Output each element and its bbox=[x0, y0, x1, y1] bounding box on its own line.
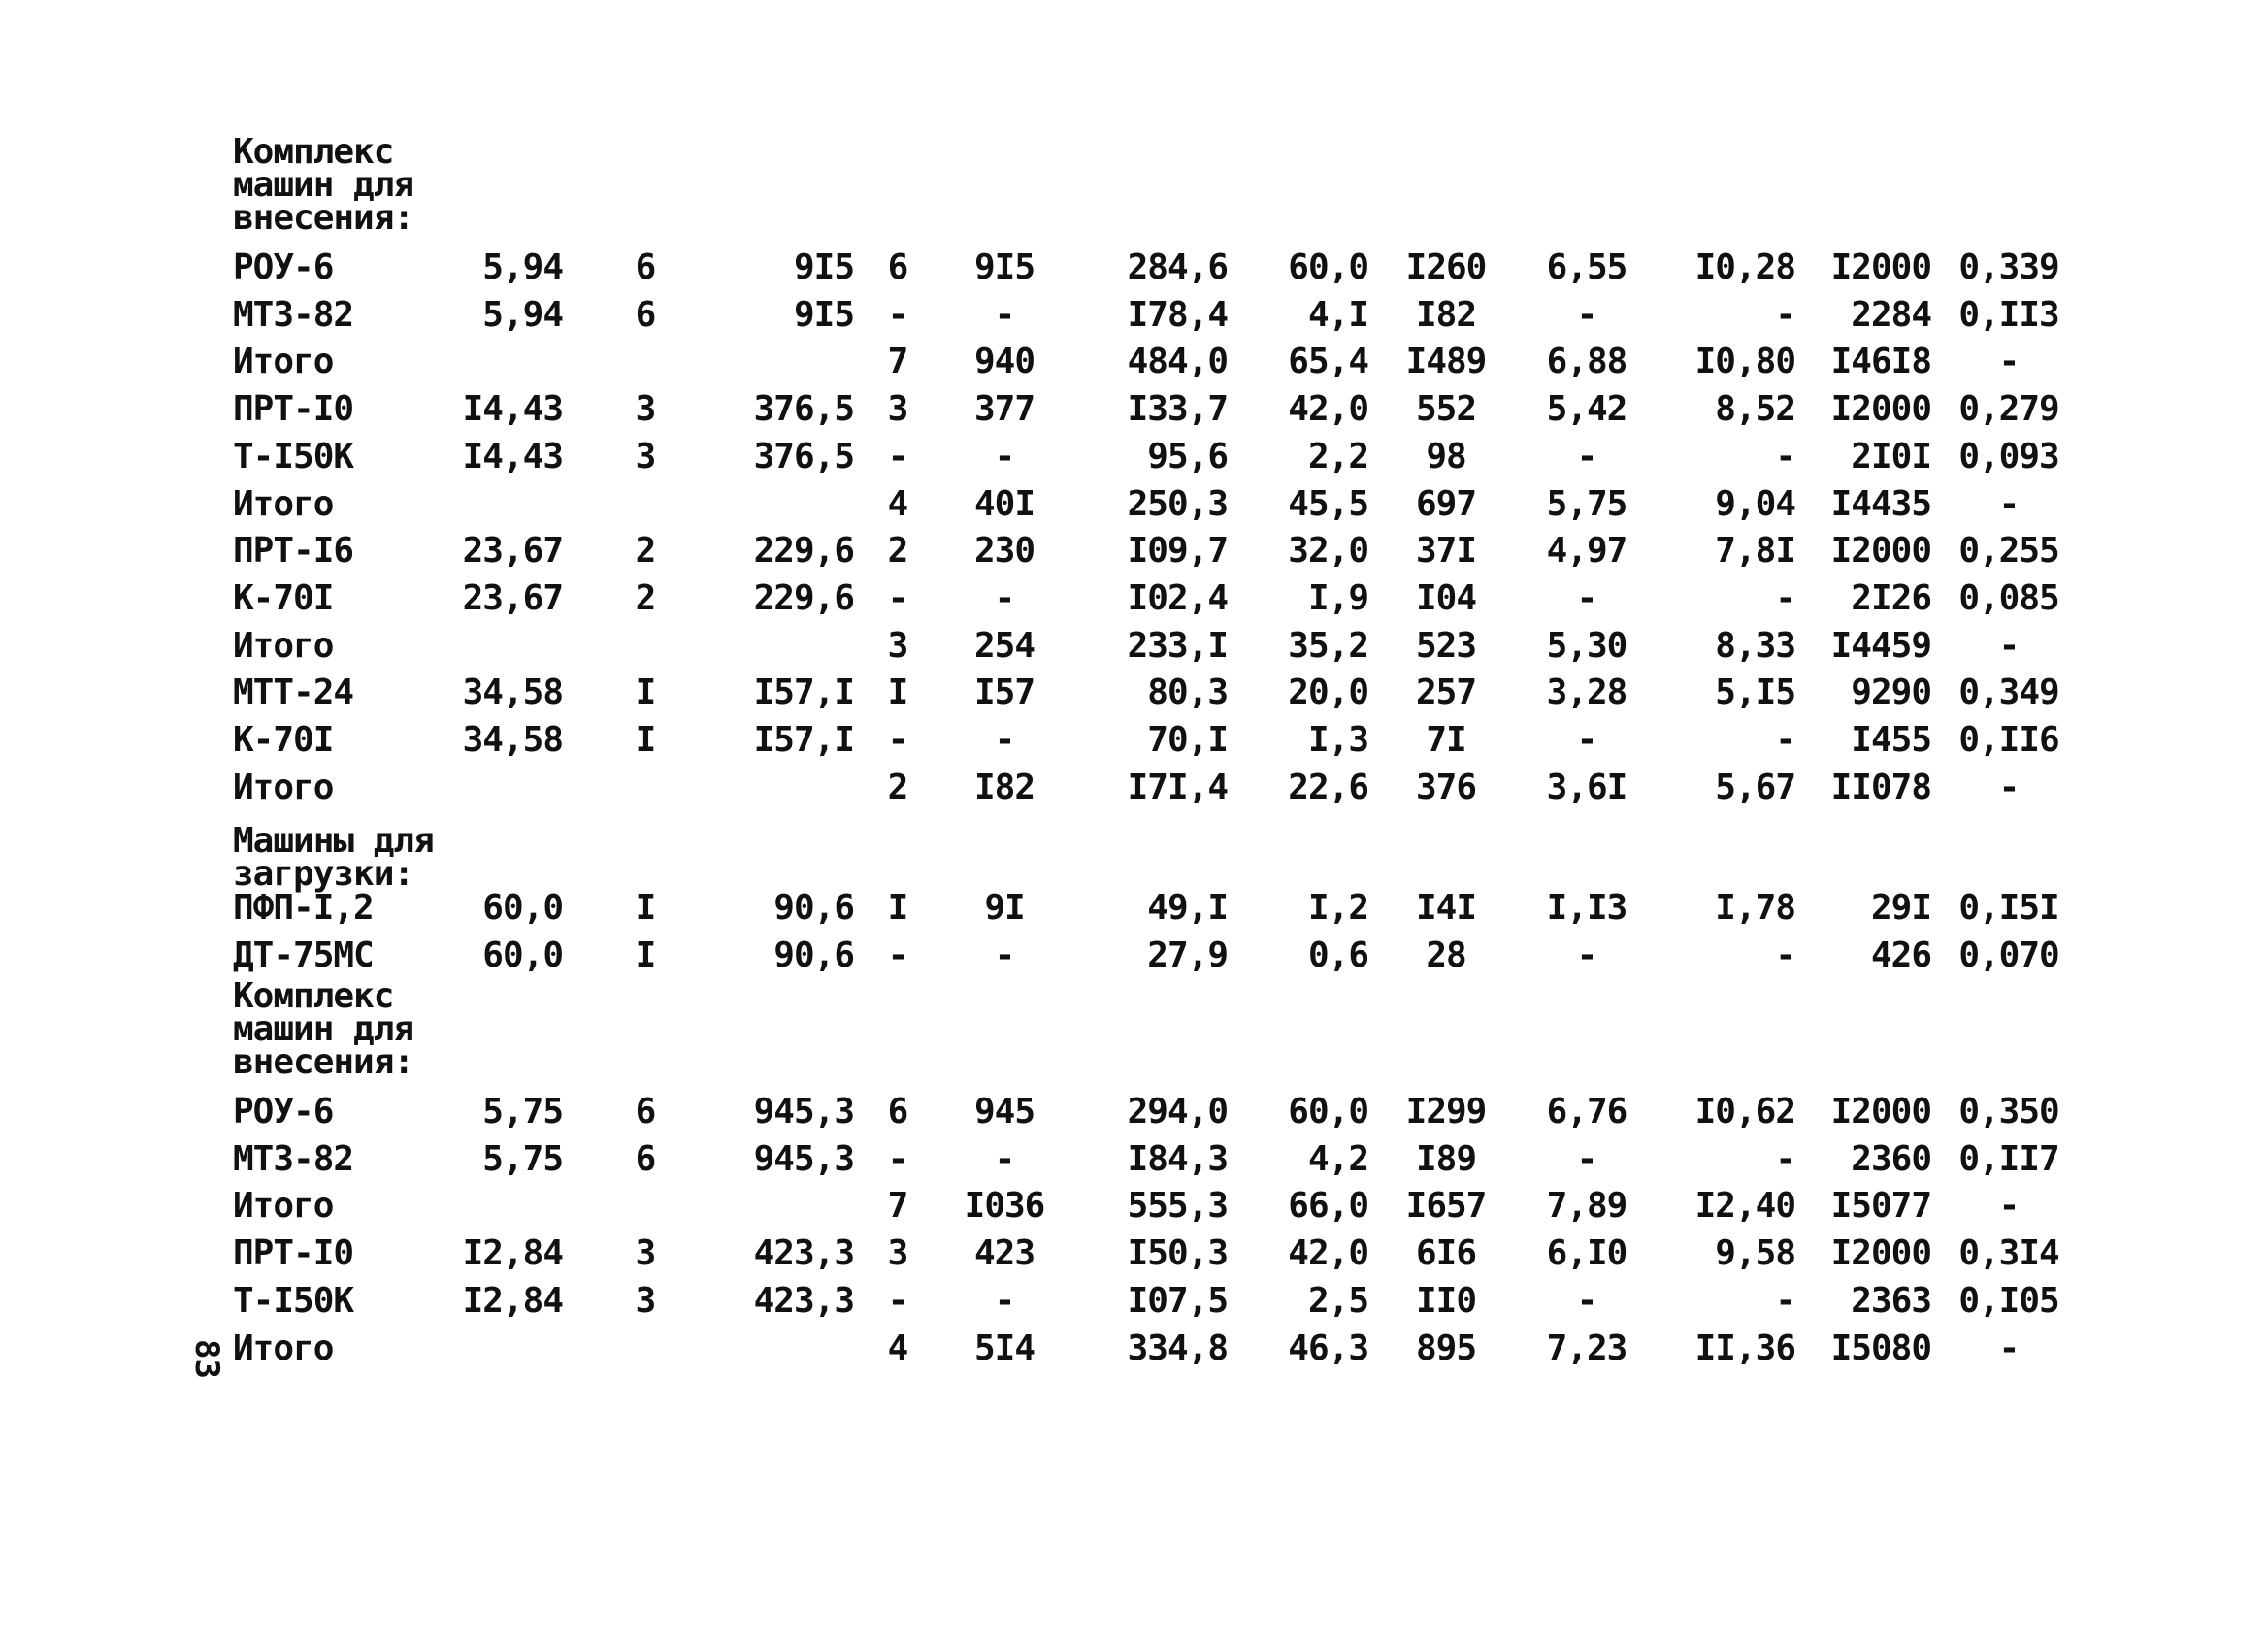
table-cell: I57,I bbox=[753, 672, 854, 713]
row-label: ДТ-75МС bbox=[233, 934, 374, 975]
table-cell: 20,0 bbox=[1288, 672, 1368, 713]
table-cell: 29I bbox=[1870, 888, 1931, 928]
section-heading: Комплекс машин для внесения: bbox=[233, 132, 414, 238]
table-cell: 945 bbox=[973, 1092, 1035, 1131]
table-cell: 7,8I bbox=[1715, 531, 1795, 572]
table-cell: 484,0 bbox=[1127, 342, 1228, 382]
table-cell: I5077 bbox=[1830, 1186, 1931, 1227]
table-cell bbox=[708, 339, 854, 385]
table-cell: 23,67 bbox=[462, 577, 563, 618]
table-cell: 9I5 bbox=[793, 247, 854, 287]
table-cell: - bbox=[1775, 436, 1795, 476]
table-cell: I2000 bbox=[1830, 389, 1931, 430]
table-cell: 0,II3 bbox=[1958, 294, 2059, 335]
row-label: Т-I50К bbox=[233, 436, 354, 476]
table-cell: 23,67 bbox=[462, 531, 563, 572]
table-cell: 426 bbox=[1870, 934, 1931, 975]
table-cell: 0,070 bbox=[1958, 934, 2059, 975]
table-cell: 2363 bbox=[1851, 1280, 1931, 1321]
table-cell: 334,8 bbox=[1127, 1328, 1228, 1368]
row-label: РОУ-6 bbox=[233, 247, 334, 287]
table-row bbox=[0, 386, 2268, 433]
total-row bbox=[0, 1326, 2268, 1372]
table-cell: - bbox=[1775, 294, 1795, 335]
table-cell: - bbox=[1998, 1328, 2020, 1368]
total-row bbox=[0, 765, 2268, 811]
table-cell: 98 bbox=[1426, 436, 1466, 476]
row-label: Т-I50К bbox=[233, 1280, 354, 1321]
table-cell: I09,7 bbox=[1127, 531, 1228, 572]
table-cell: I bbox=[635, 720, 656, 760]
table-cell: 552 bbox=[1415, 389, 1477, 430]
row-label: Итого bbox=[233, 342, 334, 382]
table-cell: 254 bbox=[973, 625, 1035, 666]
table-cell: I,9 bbox=[1307, 577, 1368, 618]
row-label: ПРТ-I0 bbox=[233, 1233, 354, 1274]
table-row bbox=[0, 717, 2268, 764]
table-cell: - bbox=[994, 720, 1015, 760]
table-cell: II,36 bbox=[1694, 1328, 1795, 1368]
table-cell: 4 bbox=[887, 1328, 908, 1368]
table-cell: 5I4 bbox=[973, 1328, 1035, 1368]
table-cell bbox=[417, 339, 563, 385]
table-cell: 49,I bbox=[1147, 888, 1228, 928]
table-cell: - bbox=[1998, 483, 2020, 524]
row-label: МТЗ-82 bbox=[233, 294, 354, 335]
page-number: 83 bbox=[187, 1339, 226, 1379]
table-cell: 3,28 bbox=[1546, 672, 1627, 713]
table-cell: - bbox=[887, 294, 908, 335]
table-cell: 0,349 bbox=[1958, 672, 2059, 713]
table-cell: I657 bbox=[1405, 1186, 1487, 1227]
table-cell: - bbox=[994, 577, 1015, 618]
table-cell: - bbox=[1998, 342, 2020, 382]
table-cell: 4 bbox=[887, 483, 908, 524]
table-cell: 2 bbox=[887, 767, 908, 807]
table-cell: 294,0 bbox=[1127, 1092, 1228, 1131]
table-cell: 3 bbox=[635, 1280, 656, 1321]
table-cell: 6 bbox=[887, 247, 908, 287]
table-row bbox=[0, 528, 2268, 574]
table-cell: - bbox=[994, 1138, 1015, 1179]
table-cell: 9I5 bbox=[793, 294, 854, 335]
table-cell: I57,I bbox=[753, 720, 854, 760]
table-cell: 376 bbox=[1415, 767, 1477, 807]
table-cell: 34,58 bbox=[462, 672, 563, 713]
table-cell: II078 bbox=[1830, 767, 1931, 807]
table-cell: 6,88 bbox=[1546, 342, 1627, 382]
table-cell bbox=[708, 481, 854, 528]
table-cell bbox=[621, 481, 670, 528]
table-cell: I5080 bbox=[1830, 1328, 1931, 1368]
table-row bbox=[0, 245, 2268, 291]
table-cell: 7 bbox=[887, 1186, 908, 1227]
table-cell: 3 bbox=[887, 625, 908, 666]
table-cell: 229,6 bbox=[753, 531, 854, 572]
table-cell: - bbox=[1775, 1138, 1795, 1179]
table-cell: I57 bbox=[973, 672, 1035, 713]
table-cell: I455 bbox=[1851, 720, 1931, 760]
table-cell: 60,0 bbox=[482, 934, 563, 975]
table-cell: 5,94 bbox=[482, 247, 563, 287]
table-cell: 95,6 bbox=[1147, 436, 1228, 476]
table-cell: 377 bbox=[973, 389, 1035, 430]
table-cell: 22,6 bbox=[1288, 767, 1368, 807]
table-cell: I2000 bbox=[1830, 531, 1931, 572]
table-cell: 8,33 bbox=[1715, 625, 1795, 666]
table-cell bbox=[621, 339, 670, 385]
table-cell: I82 bbox=[973, 767, 1035, 807]
table-cell: 423,3 bbox=[753, 1233, 854, 1274]
table-cell: 60,0 bbox=[482, 888, 563, 928]
table-cell: I4459 bbox=[1830, 625, 1931, 666]
table-row bbox=[0, 933, 2268, 979]
table-row bbox=[0, 1230, 2268, 1277]
row-label: МТЗ-82 bbox=[233, 1138, 354, 1179]
table-cell: 2 bbox=[887, 531, 908, 572]
table-cell: I260 bbox=[1405, 247, 1487, 287]
table-cell: 2I26 bbox=[1851, 577, 1931, 618]
section-heading: Комплекс машин для внесения: bbox=[233, 976, 414, 1082]
table-cell: - bbox=[1576, 1138, 1597, 1179]
table-cell: 7I bbox=[1426, 720, 1466, 760]
table-cell: I489 bbox=[1405, 342, 1487, 382]
table-cell: I bbox=[887, 672, 908, 713]
total-row bbox=[0, 623, 2268, 670]
table-cell: I bbox=[887, 888, 908, 928]
table-cell: I0,62 bbox=[1694, 1092, 1795, 1131]
table-cell bbox=[708, 1326, 854, 1372]
table-cell: 9I5 bbox=[973, 247, 1035, 287]
table-cell: 6I6 bbox=[1415, 1233, 1477, 1274]
table-cell: 6,76 bbox=[1546, 1092, 1627, 1131]
table-cell: I,2 bbox=[1307, 888, 1368, 928]
section-heading: Машины для загрузки: bbox=[233, 821, 434, 894]
table-cell: 2284 bbox=[1851, 294, 1931, 335]
table-cell: 37I bbox=[1415, 531, 1477, 572]
table-row bbox=[0, 1089, 2268, 1135]
table-cell: 2,5 bbox=[1307, 1280, 1368, 1321]
table-row bbox=[0, 434, 2268, 480]
table-cell: 9290 bbox=[1851, 672, 1931, 713]
table-cell: 0,I05 bbox=[1958, 1280, 2059, 1321]
total-row bbox=[0, 481, 2268, 528]
table-cell: 4,2 bbox=[1307, 1138, 1368, 1179]
row-label: Итого bbox=[233, 767, 334, 807]
total-row bbox=[0, 1183, 2268, 1229]
table-cell: - bbox=[887, 720, 908, 760]
table-cell bbox=[621, 765, 670, 811]
table-cell: - bbox=[1576, 294, 1597, 335]
table-cell: - bbox=[1775, 720, 1795, 760]
table-cell: 7,23 bbox=[1546, 1328, 1627, 1368]
table-cell: I89 bbox=[1415, 1138, 1477, 1179]
table-cell: 0,6 bbox=[1307, 934, 1368, 975]
table-row bbox=[0, 292, 2268, 339]
table-cell: 523 bbox=[1415, 625, 1477, 666]
table-cell bbox=[708, 1183, 854, 1229]
table-cell: - bbox=[1576, 934, 1597, 975]
table-cell: 945,3 bbox=[753, 1138, 854, 1179]
table-cell: 0,II6 bbox=[1958, 720, 2059, 760]
table-cell: 27,9 bbox=[1147, 934, 1228, 975]
table-cell: 40I bbox=[973, 483, 1035, 524]
table-row bbox=[0, 575, 2268, 622]
row-label: ПРТ-I6 bbox=[233, 531, 354, 572]
table-cell: 0,350 bbox=[1958, 1092, 2059, 1131]
table-cell: - bbox=[1775, 1280, 1795, 1321]
row-label: Итого bbox=[233, 1328, 334, 1368]
table-cell: 0,II7 bbox=[1958, 1138, 2059, 1179]
table-cell: 2 bbox=[635, 577, 656, 618]
table-row bbox=[0, 670, 2268, 716]
table-cell: I bbox=[635, 934, 656, 975]
table-cell: 46,3 bbox=[1288, 1328, 1368, 1368]
row-label: Итого bbox=[233, 483, 334, 524]
table-cell: - bbox=[994, 294, 1015, 335]
table-cell: 42,0 bbox=[1288, 1233, 1368, 1274]
table-cell: I07,5 bbox=[1127, 1280, 1228, 1321]
table-cell bbox=[621, 1183, 670, 1229]
table-cell: I bbox=[635, 672, 656, 713]
table-cell: I299 bbox=[1405, 1092, 1487, 1131]
table-cell: I2,84 bbox=[462, 1280, 563, 1321]
table-cell: 6 bbox=[635, 1092, 656, 1131]
table-cell: - bbox=[1998, 767, 2020, 807]
table-cell: 60,0 bbox=[1288, 247, 1368, 287]
table-row bbox=[0, 1278, 2268, 1325]
table-cell: 42,0 bbox=[1288, 389, 1368, 430]
table-cell: 3 bbox=[635, 1233, 656, 1274]
table-cell: 90,6 bbox=[773, 934, 854, 975]
table-cell: 230 bbox=[973, 531, 1035, 572]
table-cell: - bbox=[1576, 1280, 1597, 1321]
table-cell: 65,4 bbox=[1288, 342, 1368, 382]
table-cell: I036 bbox=[964, 1186, 1045, 1227]
table-cell: 4,97 bbox=[1546, 531, 1627, 572]
table-cell: 5,75 bbox=[482, 1092, 563, 1131]
row-label: К-70I bbox=[233, 720, 334, 760]
table-cell bbox=[417, 623, 563, 670]
table-cell: - bbox=[887, 934, 908, 975]
table-cell: 284,6 bbox=[1127, 247, 1228, 287]
table-cell: 2360 bbox=[1851, 1138, 1931, 1179]
table-cell: 3 bbox=[635, 389, 656, 430]
table-row bbox=[0, 885, 2268, 932]
table-cell: I33,7 bbox=[1127, 389, 1228, 430]
table-cell: 2 bbox=[635, 531, 656, 572]
table-cell: 697 bbox=[1415, 483, 1477, 524]
table-cell: I2000 bbox=[1830, 247, 1931, 287]
total-row bbox=[0, 339, 2268, 385]
table-cell: 9I bbox=[984, 888, 1025, 928]
table-cell: I bbox=[635, 888, 656, 928]
table-cell: 250,3 bbox=[1127, 483, 1228, 524]
table-cell: 3,6I bbox=[1546, 767, 1627, 807]
table-cell: 32,0 bbox=[1288, 531, 1368, 572]
table-cell: I2,40 bbox=[1694, 1186, 1795, 1227]
table-cell: 423,3 bbox=[753, 1280, 854, 1321]
table-cell: 0,085 bbox=[1958, 577, 2059, 618]
row-label: ПРТ-I0 bbox=[233, 389, 354, 430]
table-cell: I4I bbox=[1415, 888, 1477, 928]
row-label: Итого bbox=[233, 625, 334, 666]
table-cell: - bbox=[887, 436, 908, 476]
table-cell: I2000 bbox=[1830, 1233, 1931, 1274]
table-cell: - bbox=[887, 577, 908, 618]
table-cell: I84,3 bbox=[1127, 1138, 1228, 1179]
table-cell: I2,84 bbox=[462, 1233, 563, 1274]
table-cell: I02,4 bbox=[1127, 577, 1228, 618]
table-cell: 6 bbox=[635, 247, 656, 287]
table-cell: I7I,4 bbox=[1127, 767, 1228, 807]
table-cell bbox=[708, 765, 854, 811]
table-cell: - bbox=[1775, 577, 1795, 618]
table-cell: - bbox=[994, 934, 1015, 975]
table-cell: 2I0I bbox=[1851, 436, 1931, 476]
table-cell: 66,0 bbox=[1288, 1186, 1368, 1227]
table-cell: 257 bbox=[1415, 672, 1477, 713]
table-cell: 5,67 bbox=[1715, 767, 1795, 807]
table-cell: 80,3 bbox=[1147, 672, 1228, 713]
table-cell: - bbox=[887, 1138, 908, 1179]
table-cell: - bbox=[994, 436, 1015, 476]
table-cell: II0 bbox=[1415, 1280, 1477, 1321]
table-cell: 0,3I4 bbox=[1958, 1233, 2059, 1274]
table-cell: 6,55 bbox=[1546, 247, 1627, 287]
table-cell: 0,I5I bbox=[1958, 888, 2059, 928]
table-cell: I46I8 bbox=[1830, 342, 1931, 382]
table-cell: 2,2 bbox=[1307, 436, 1368, 476]
table-cell: 7,89 bbox=[1546, 1186, 1627, 1227]
table-cell: 5,94 bbox=[482, 294, 563, 335]
table-cell: 70,I bbox=[1147, 720, 1228, 760]
table-cell: 60,0 bbox=[1288, 1092, 1368, 1131]
table-cell: I2000 bbox=[1830, 1092, 1931, 1131]
table-cell: I0,28 bbox=[1694, 247, 1795, 287]
table-cell: 0,339 bbox=[1958, 247, 2059, 287]
row-label: Итого bbox=[233, 1186, 334, 1227]
table-cell: 376,5 bbox=[753, 436, 854, 476]
table-cell bbox=[417, 1183, 563, 1229]
table-cell: 555,3 bbox=[1127, 1186, 1228, 1227]
table-cell: 9,58 bbox=[1715, 1233, 1795, 1274]
table-cell: 9,04 bbox=[1715, 483, 1795, 524]
table-cell: 945,3 bbox=[753, 1092, 854, 1131]
table-cell: 6 bbox=[887, 1092, 908, 1131]
table-cell: 0,255 bbox=[1958, 531, 2059, 572]
table-cell: - bbox=[887, 1280, 908, 1321]
table-cell: 6 bbox=[635, 294, 656, 335]
table-cell: I50,3 bbox=[1127, 1233, 1228, 1274]
table-cell: - bbox=[1775, 934, 1795, 975]
table-cell: I0,80 bbox=[1694, 342, 1795, 382]
table-cell: I78,4 bbox=[1127, 294, 1228, 335]
table-cell: I4,43 bbox=[462, 436, 563, 476]
table-cell: I4435 bbox=[1830, 483, 1931, 524]
table-cell bbox=[708, 623, 854, 670]
row-label: МТТ-24 bbox=[233, 672, 354, 713]
table-cell: 28 bbox=[1426, 934, 1466, 975]
table-cell: 6 bbox=[635, 1138, 656, 1179]
table-cell: 3 bbox=[635, 436, 656, 476]
table-cell: I,I3 bbox=[1546, 888, 1627, 928]
table-cell: 5,75 bbox=[482, 1138, 563, 1179]
table-cell: 4,I bbox=[1307, 294, 1368, 335]
table-cell: 5,I5 bbox=[1715, 672, 1795, 713]
table-cell: 940 bbox=[973, 342, 1035, 382]
table-cell bbox=[417, 1326, 563, 1372]
table-cell: 229,6 bbox=[753, 577, 854, 618]
table-cell: 35,2 bbox=[1288, 625, 1368, 666]
row-label: РОУ-6 bbox=[233, 1092, 334, 1131]
table-cell: 895 bbox=[1415, 1328, 1477, 1368]
table-cell: 423 bbox=[973, 1233, 1035, 1274]
table-cell: - bbox=[994, 1280, 1015, 1321]
table-cell: 0,093 bbox=[1958, 436, 2059, 476]
table-cell: 45,5 bbox=[1288, 483, 1368, 524]
table-cell: 5,30 bbox=[1546, 625, 1627, 666]
table-cell: 7 bbox=[887, 342, 908, 382]
table-cell: I4,43 bbox=[462, 389, 563, 430]
table-cell: I82 bbox=[1415, 294, 1477, 335]
table-cell: 376,5 bbox=[753, 389, 854, 430]
table-cell: - bbox=[1576, 720, 1597, 760]
table-cell: 34,58 bbox=[462, 720, 563, 760]
table-cell bbox=[621, 1326, 670, 1372]
table-cell: I,78 bbox=[1715, 888, 1795, 928]
table-cell: I04 bbox=[1415, 577, 1477, 618]
table-cell: - bbox=[1576, 436, 1597, 476]
row-label: ПФП-I,2 bbox=[233, 888, 374, 928]
table-cell: 90,6 bbox=[773, 888, 854, 928]
table-cell: - bbox=[1998, 1186, 2020, 1227]
table-cell: I,3 bbox=[1307, 720, 1368, 760]
table-cell: 5,75 bbox=[1546, 483, 1627, 524]
row-label: К-70I bbox=[233, 577, 334, 618]
table-cell: 3 bbox=[887, 1233, 908, 1274]
table-cell bbox=[417, 765, 563, 811]
table-cell: 6,I0 bbox=[1546, 1233, 1627, 1274]
table-cell bbox=[417, 481, 563, 528]
table-cell bbox=[621, 623, 670, 670]
table-row bbox=[0, 1136, 2268, 1183]
table-cell: 0,279 bbox=[1958, 389, 2059, 430]
table-cell: 233,I bbox=[1127, 625, 1228, 666]
table-cell: - bbox=[1576, 577, 1597, 618]
table-cell: - bbox=[1998, 625, 2020, 666]
table-cell: 3 bbox=[887, 389, 908, 430]
table-cell: 8,52 bbox=[1715, 389, 1795, 430]
table-cell: 5,42 bbox=[1546, 389, 1627, 430]
